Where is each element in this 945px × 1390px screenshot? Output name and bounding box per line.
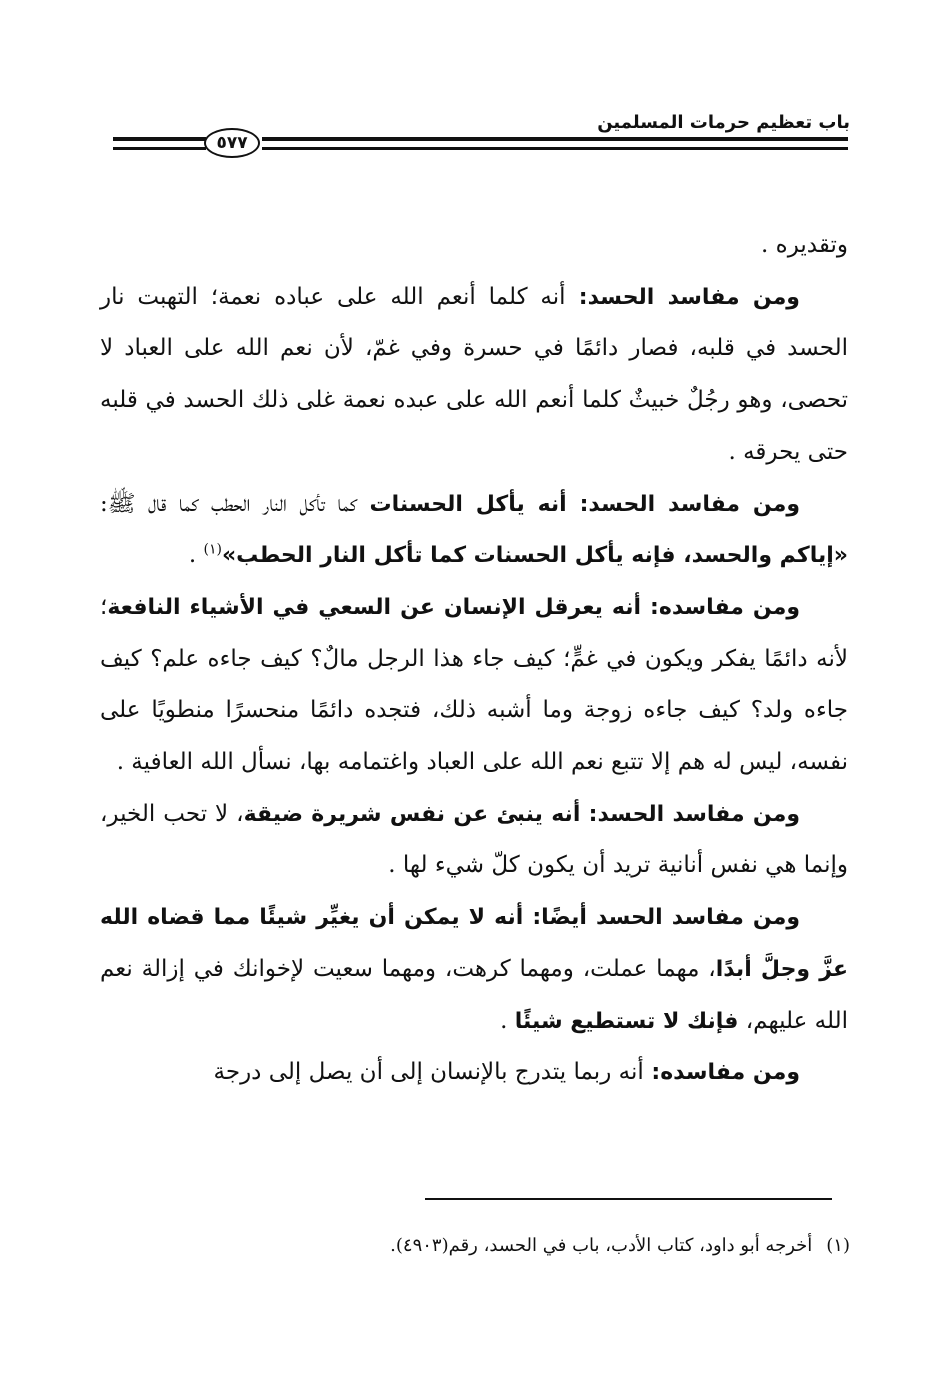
text-span: ، لا تحب الخير، وإنما هي نفس أنانية تريد أن يكون كلّ شيء لها .	[100, 800, 848, 879]
paragraph	[100, 1047, 848, 1099]
paragraph-lead: ومن مفاسده:	[643, 1060, 800, 1086]
paragraph	[100, 272, 848, 479]
paragraph	[100, 479, 848, 582]
text-span: .	[188, 542, 204, 569]
footnote-separator	[425, 1198, 832, 1200]
text-span: وتقديره .	[761, 232, 848, 258]
emphasis: أنه لا يمكن أن يغيِّر شيئًا مما قضاه الله عزَّ وجلَّ أبدًا	[100, 905, 849, 982]
text-span: أنه ربما يتدرج بالإنسان إلى أن يصل إلى درجة	[213, 1059, 644, 1086]
header-rule	[113, 147, 206, 150]
paragraph-lead: ومن مفاسده:	[641, 594, 800, 620]
header-rule	[262, 137, 848, 141]
text-span: ، مهما عملت، ومهما كرهت، ومهما سعيت لإخوانك في إزالة نعم الله عليهم،	[100, 955, 848, 1034]
text-span: أنه كلما أنعم الله على عباده نعمة؛ التهبت نار الحسد في قلبه، فصار دائمًا في حسرة وفي غمّ، لأن نعم الله على العباد لا تحصى، وهو رجُلٌ خبيثٌ كلما أنعم الله على عبده نعمة غلى ذلك الحسد في قلبه حتى يحرقه .	[100, 283, 848, 465]
footnote	[390, 1235, 850, 1256]
body-text	[100, 220, 848, 1099]
emphasis: أنه يأكل الحسنات	[369, 491, 567, 517]
paragraph	[100, 892, 848, 1047]
paragraph-lead: ومن مفاسد الحسد أيضًا:	[523, 905, 800, 931]
running-title: باب تعظيم حرمات المسلمين	[597, 112, 850, 133]
text-span: كما تأكل النار الحطب كما قال ﷺ:	[100, 490, 370, 517]
emphasis: أنه يعرقل الإنسان عن السعي في الأشياء النافعة	[107, 594, 642, 620]
text-span: ؛ لأنه دائمًا يفكر ويكون في غمٍّ؛ كيف جاء هذا الرجل مالٌ؟ كيف جاءه علم؟ كيف جاءه ولد؟ كيف جاءه زوجة وما أشبه ذلك، فتجده دائمًا منحسرًا منطويًا على نفسه، ليس له هم إلا تتبع نعم الله على العباد واغتمامه بها، نسأل الله العافية .	[100, 593, 848, 776]
emphasis: فإنك لا تستطيع شيئًا	[514, 1008, 739, 1034]
footnote-marker: (١)	[826, 1235, 850, 1256]
footnote-text: أخرجه أبو داود، كتاب الأدب، باب في الحسد، رقم(٤٩٠٣).	[390, 1235, 813, 1256]
footnote-ref[interactable]: (١)	[203, 541, 222, 558]
page-number-text: ٥٧٧	[216, 133, 248, 153]
paragraph	[100, 789, 848, 892]
paragraph-lead: ومن مفاسد الحسد:	[565, 284, 800, 310]
page-number	[204, 128, 260, 158]
header-rule	[113, 137, 206, 141]
text-span: .	[500, 1007, 515, 1034]
paragraph	[100, 582, 848, 789]
paragraph	[100, 220, 848, 272]
hadith-quote: «إياكم والحسد، فإنه يأكل الحسنات كما تأكل النار الحطب»	[221, 543, 848, 569]
paragraph-lead: ومن مفاسد الحسد:	[566, 491, 800, 517]
emphasis: أنه ينبئ عن نفس شريرة ضيقة	[243, 801, 581, 827]
paragraph-lead: ومن مفاسد الحسد:	[580, 801, 800, 827]
header-rule	[262, 147, 848, 150]
